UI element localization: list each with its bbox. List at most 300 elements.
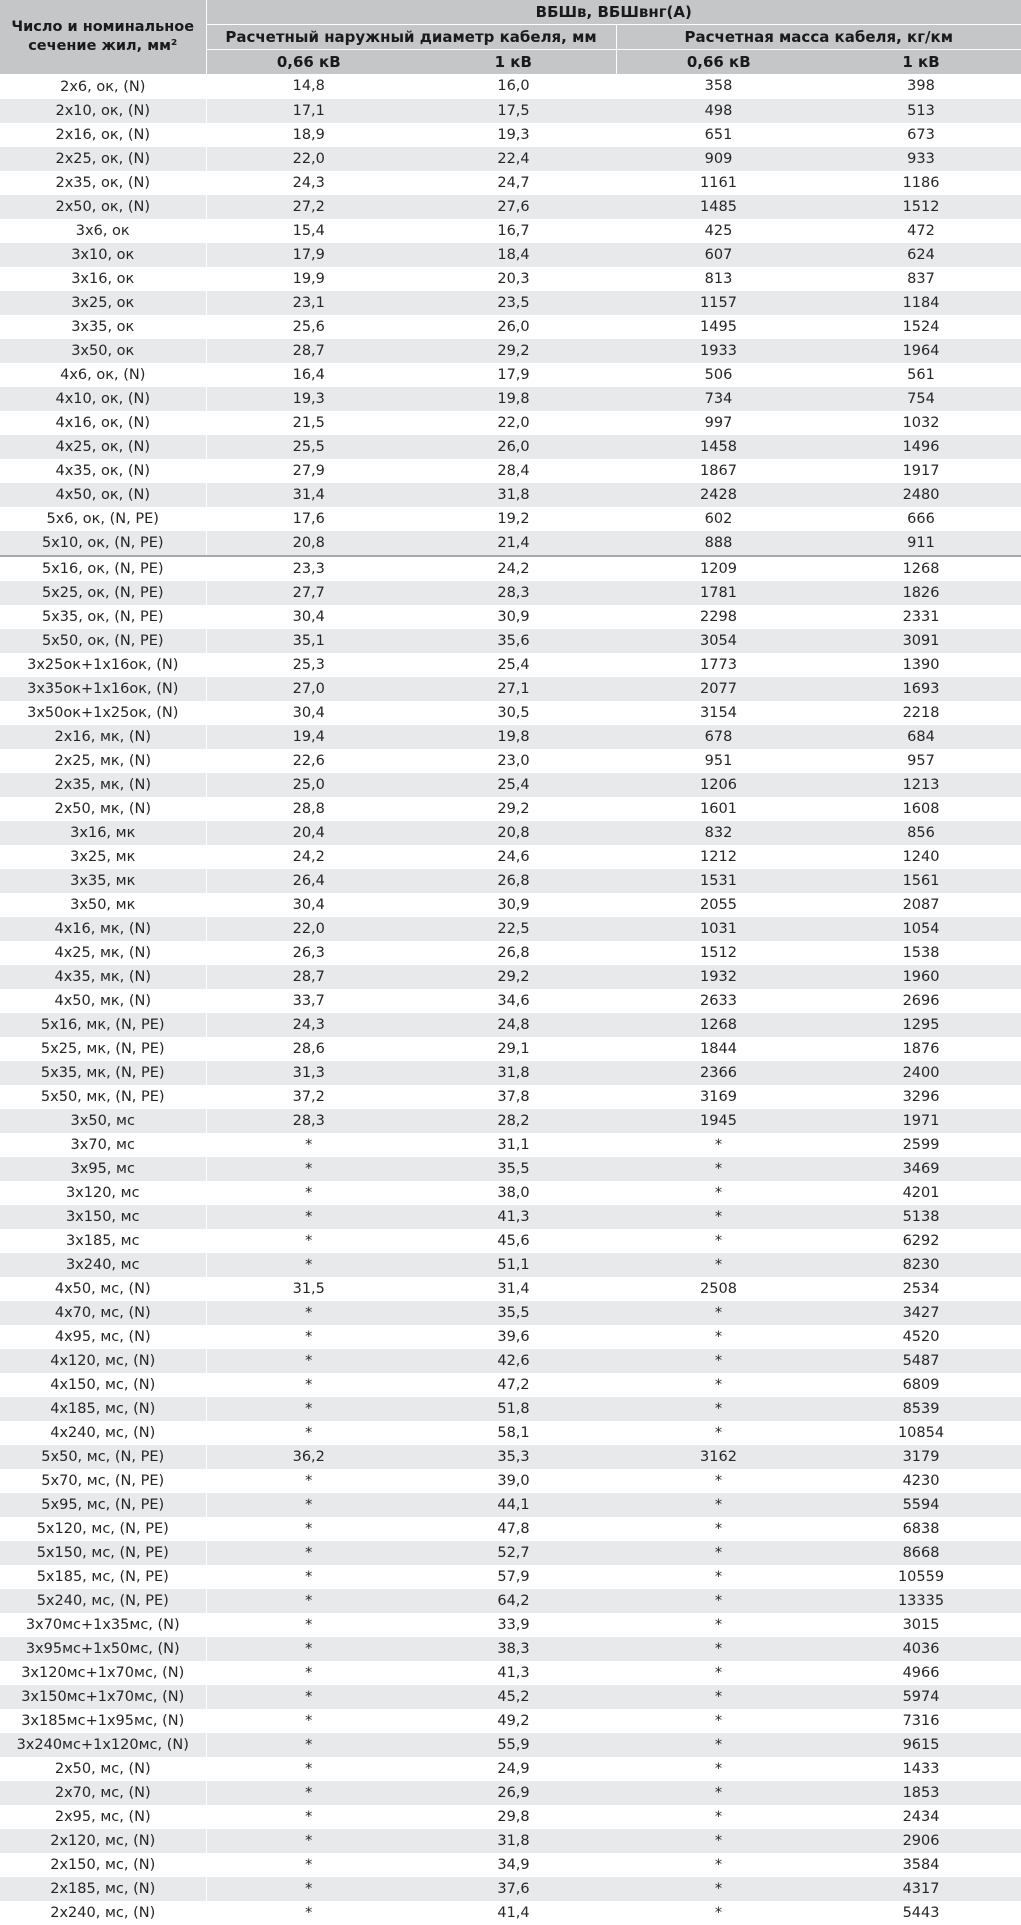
table-row [0,1181,1021,1205]
diameter-066-cell: * [206,1301,411,1325]
mass-1-cell: 1512 [821,195,1021,219]
table-row [0,1013,1021,1037]
diameter-066-cell: 31,5 [206,1277,411,1301]
table-row [0,1325,1021,1349]
diameter-066-cell: * [206,1541,411,1565]
mass-066-cell: 425 [616,219,821,243]
diameter-066-cell: 31,3 [206,1061,411,1085]
cable-type-cell: 2x25, мк, (N) [0,749,206,773]
mass-1-cell: 3296 [821,1085,1021,1109]
mass-066-cell: 1933 [616,339,821,363]
mass-1-cell: 1538 [821,941,1021,965]
mass-066-cell: 1531 [616,869,821,893]
mass-1-cell: 1268 [821,556,1021,581]
diameter-1-cell: 57,9 [411,1565,616,1589]
mass-066-cell: 358 [616,74,821,99]
cable-type-cell: 4x10, ок, (N) [0,387,206,411]
cable-type-cell: 3x25ок+1x16ок, (N) [0,653,206,677]
table-row [0,147,1021,171]
diameter-066-cell: 25,0 [206,773,411,797]
diameter-066-cell: 22,0 [206,917,411,941]
table-row [0,1349,1021,1373]
diameter-066-cell: 24,2 [206,845,411,869]
mass-1-cell: 2087 [821,893,1021,917]
mass-1-cell: 513 [821,99,1021,123]
cable-type-cell: 4x95, мс, (N) [0,1325,206,1349]
mass-1-cell: 1960 [821,965,1021,989]
cable-type-cell: 3x240, мс [0,1253,206,1277]
diameter-1-cell: 38,3 [411,1637,616,1661]
table-row [0,1229,1021,1253]
mass-1-cell: 1240 [821,845,1021,869]
mass-066-cell: 2298 [616,605,821,629]
mass-066-cell: * [616,1637,821,1661]
cable-type-cell: 3x6, ок [0,219,206,243]
diameter-1-cell: 19,2 [411,507,616,531]
diameter-1-cell: 26,8 [411,941,616,965]
table-row [0,171,1021,195]
cable-type-cell: 2x50, мк, (N) [0,797,206,821]
voltage-header-mass-066: 0,66 кВ [616,50,821,75]
table-row [0,291,1021,315]
mass-066-cell: 832 [616,821,821,845]
mass-1-cell: 6292 [821,1229,1021,1253]
mass-066-cell: * [616,1805,821,1829]
mass-066-cell: 3054 [616,629,821,653]
mass-066-cell: * [616,1901,821,1925]
mass-1-cell: 957 [821,749,1021,773]
mass-066-cell: * [616,1685,821,1709]
cable-type-cell: 5x50, мк, (N, PE) [0,1085,206,1109]
cable-type-cell: 2x25, ок, (N) [0,147,206,171]
mass-066-cell: 909 [616,147,821,171]
diameter-1-cell: 35,5 [411,1301,616,1325]
cable-type-cell: 5x50, мс, (N, PE) [0,1445,206,1469]
table-row [0,797,1021,821]
diameter-1-cell: 21,4 [411,531,616,556]
mass-1-cell: 837 [821,267,1021,291]
diameter-066-cell: * [206,1421,411,1445]
diameter-066-cell: 30,4 [206,701,411,725]
mass-066-cell: 2633 [616,989,821,1013]
table-row [0,1589,1021,1613]
diameter-066-cell: 22,6 [206,749,411,773]
cable-type-cell: 2x10, ок, (N) [0,99,206,123]
diameter-066-cell: 23,3 [206,556,411,581]
diameter-066-cell: 20,8 [206,531,411,556]
diameter-066-cell: * [206,1589,411,1613]
mass-066-cell: 1458 [616,435,821,459]
table-row [0,315,1021,339]
diameter-1-cell: 30,5 [411,701,616,725]
diameter-1-cell: 22,4 [411,147,616,171]
diameter-066-cell: 17,9 [206,243,411,267]
mass-066-cell: * [616,1517,821,1541]
mass-066-cell: 1773 [616,653,821,677]
mass-1-cell: 4317 [821,1877,1021,1901]
diameter-066-cell: 26,3 [206,941,411,965]
mass-066-cell: 498 [616,99,821,123]
mass-066-cell: 3169 [616,1085,821,1109]
mass-066-cell: * [616,1781,821,1805]
mass-1-cell: 2906 [821,1829,1021,1853]
diameter-066-cell: 27,2 [206,195,411,219]
mass-1-cell: 4520 [821,1325,1021,1349]
mass-066-cell: 1495 [616,315,821,339]
diameter-066-cell: 17,1 [206,99,411,123]
cable-type-cell: 3x50, ок [0,339,206,363]
mass-1-cell: 5138 [821,1205,1021,1229]
cable-type-cell: 5x25, мк, (N, PE) [0,1037,206,1061]
diameter-066-cell: * [206,1493,411,1517]
diameter-1-cell: 34,9 [411,1853,616,1877]
mass-1-cell: 3584 [821,1853,1021,1877]
diameter-1-cell: 19,3 [411,123,616,147]
mass-066-cell: * [616,1253,821,1277]
group-header-diameter: Расчетный наружный диаметр кабеля, мм [206,25,616,50]
mass-066-cell: 1932 [616,965,821,989]
diameter-1-cell: 16,7 [411,219,616,243]
mass-1-cell: 624 [821,243,1021,267]
diameter-066-cell: 28,6 [206,1037,411,1061]
mass-1-cell: 6838 [821,1517,1021,1541]
diameter-1-cell: 29,1 [411,1037,616,1061]
table-row [0,821,1021,845]
table-row [0,483,1021,507]
cable-type-cell: 5x16, мк, (N, PE) [0,1013,206,1037]
cable-type-cell: 5x25, ок, (N, PE) [0,581,206,605]
diameter-1-cell: 24,8 [411,1013,616,1037]
group-header-mass: Расчетная масса кабеля, кг/км [616,25,1021,50]
mass-066-cell: * [616,1205,821,1229]
diameter-1-cell: 51,8 [411,1397,616,1421]
diameter-066-cell: * [206,1781,411,1805]
cable-type-cell: 4x6, ок, (N) [0,363,206,387]
table-row [0,531,1021,556]
mass-1-cell: 1524 [821,315,1021,339]
diameter-1-cell: 29,2 [411,797,616,821]
cable-type-cell: 5x95, мс, (N, PE) [0,1493,206,1517]
mass-066-cell: * [616,1709,821,1733]
mass-1-cell: 1876 [821,1037,1021,1061]
diameter-066-cell: 22,0 [206,147,411,171]
mass-066-cell: * [616,1301,821,1325]
diameter-066-cell: * [206,1181,411,1205]
diameter-066-cell: 28,7 [206,965,411,989]
mass-1-cell: 1826 [821,581,1021,605]
mass-1-cell: 10854 [821,1421,1021,1445]
diameter-066-cell: 27,7 [206,581,411,605]
mass-1-cell: 8230 [821,1253,1021,1277]
diameter-1-cell: 31,8 [411,1829,616,1853]
diameter-066-cell: * [206,1325,411,1349]
diameter-1-cell: 47,8 [411,1517,616,1541]
cable-type-cell: 3x50, мс [0,1109,206,1133]
mass-066-cell: * [616,1853,821,1877]
table-row [0,459,1021,483]
table-row [0,1565,1021,1589]
table-row [0,74,1021,99]
table-row [0,267,1021,291]
diameter-1-cell: 28,4 [411,459,616,483]
mass-1-cell: 5443 [821,1901,1021,1925]
mass-1-cell: 9615 [821,1733,1021,1757]
cable-type-cell: 2x35, ок, (N) [0,171,206,195]
mass-066-cell: 3162 [616,1445,821,1469]
diameter-1-cell: 41,3 [411,1661,616,1685]
table-row [0,1613,1021,1637]
diameter-1-cell: 29,8 [411,1805,616,1829]
mass-066-cell: 951 [616,749,821,773]
mass-066-cell: * [616,1733,821,1757]
table-row [0,1757,1021,1781]
cable-type-cell: 4x120, мс, (N) [0,1349,206,1373]
diameter-1-cell: 27,1 [411,677,616,701]
mass-066-cell: 1206 [616,773,821,797]
table-row [0,1133,1021,1157]
mass-1-cell: 2599 [821,1133,1021,1157]
diameter-066-cell: 24,3 [206,1013,411,1037]
cable-type-cell: 3x10, ок [0,243,206,267]
mass-066-cell: * [616,1829,821,1853]
mass-066-cell: 1512 [616,941,821,965]
diameter-1-cell: 31,4 [411,1277,616,1301]
cable-type-cell: 3x35, ок [0,315,206,339]
diameter-066-cell: * [206,1685,411,1709]
table-row [0,1853,1021,1877]
diameter-1-cell: 28,2 [411,1109,616,1133]
table-row [0,1373,1021,1397]
diameter-1-cell: 23,0 [411,749,616,773]
mass-066-cell: * [616,1877,821,1901]
cable-type-cell: 3x120, мс [0,1181,206,1205]
diameter-1-cell: 31,1 [411,1133,616,1157]
cable-type-cell: 2x120, мс, (N) [0,1829,206,1853]
diameter-066-cell: 25,5 [206,435,411,459]
mass-066-cell: 1867 [616,459,821,483]
mass-066-cell: 2508 [616,1277,821,1301]
table-row [0,605,1021,629]
cable-type-cell: 2x16, ок, (N) [0,123,206,147]
diameter-1-cell: 38,0 [411,1181,616,1205]
table-row [0,1469,1021,1493]
diameter-066-cell: 24,3 [206,171,411,195]
mass-1-cell: 1390 [821,653,1021,677]
mass-1-cell: 1054 [821,917,1021,941]
mass-066-cell: * [616,1397,821,1421]
diameter-066-cell: 17,6 [206,507,411,531]
cable-type-cell: 3x95, мс [0,1157,206,1181]
table-row [0,965,1021,989]
mass-1-cell: 398 [821,74,1021,99]
table-row [0,701,1021,725]
diameter-1-cell: 47,2 [411,1373,616,1397]
mass-066-cell: 888 [616,531,821,556]
table-row [0,1733,1021,1757]
diameter-066-cell: * [206,1157,411,1181]
diameter-1-cell: 37,6 [411,1877,616,1901]
mass-1-cell: 10559 [821,1565,1021,1589]
mass-1-cell: 1433 [821,1757,1021,1781]
mass-1-cell: 1184 [821,291,1021,315]
diameter-1-cell: 26,9 [411,1781,616,1805]
table-row [0,1661,1021,1685]
mass-066-cell: * [616,1493,821,1517]
diameter-1-cell: 19,8 [411,387,616,411]
mass-066-cell: 506 [616,363,821,387]
diameter-066-cell: * [206,1469,411,1493]
mass-1-cell: 1496 [821,435,1021,459]
diameter-066-cell: 26,4 [206,869,411,893]
diameter-1-cell: 16,0 [411,74,616,99]
cable-type-cell: 3x25, ок [0,291,206,315]
table-row [0,1205,1021,1229]
cable-type-cell: 4x16, мк, (N) [0,917,206,941]
diameter-066-cell: 28,3 [206,1109,411,1133]
mass-1-cell: 3179 [821,1445,1021,1469]
table-row [0,387,1021,411]
diameter-066-cell: 28,8 [206,797,411,821]
mass-066-cell: 2077 [616,677,821,701]
diameter-1-cell: 35,6 [411,629,616,653]
cable-type-cell: 5x240, мс, (N, PE) [0,1589,206,1613]
diameter-066-cell: * [206,1661,411,1685]
cable-type-cell: 5x120, мс, (N, PE) [0,1517,206,1541]
diameter-066-cell: 31,4 [206,483,411,507]
mass-066-cell: 1844 [616,1037,821,1061]
table-row [0,941,1021,965]
cable-type-cell: 3x120мс+1x70мс, (N) [0,1661,206,1685]
mass-1-cell: 2218 [821,701,1021,725]
diameter-1-cell: 18,4 [411,243,616,267]
diameter-066-cell: 20,4 [206,821,411,845]
table-row [0,1517,1021,1541]
cable-type-cell: 5x70, мс, (N, PE) [0,1469,206,1493]
cable-type-cell: 4x70, мс, (N) [0,1301,206,1325]
cable-type-cell: 4x16, ок, (N) [0,411,206,435]
cable-type-cell: 5x6, ок, (N, PE) [0,507,206,531]
mass-1-cell: 7316 [821,1709,1021,1733]
table-row [0,1061,1021,1085]
table-row [0,1709,1021,1733]
mass-1-cell: 1693 [821,677,1021,701]
mass-1-cell: 2400 [821,1061,1021,1085]
diameter-1-cell: 31,8 [411,483,616,507]
mass-066-cell: 1485 [616,195,821,219]
diameter-066-cell: * [206,1613,411,1637]
mass-066-cell: 651 [616,123,821,147]
diameter-066-cell: * [206,1709,411,1733]
mass-066-cell: * [616,1157,821,1181]
diameter-1-cell: 23,5 [411,291,616,315]
mass-1-cell: 2434 [821,1805,1021,1829]
cable-type-cell: 5x10, ок, (N, PE) [0,531,206,556]
cable-type-cell: 3x95мс+1x50мс, (N) [0,1637,206,1661]
mass-1-cell: 684 [821,725,1021,749]
diameter-066-cell: 27,0 [206,677,411,701]
mass-066-cell: 1161 [616,171,821,195]
diameter-1-cell: 24,7 [411,171,616,195]
mass-066-cell: 1601 [616,797,821,821]
diameter-1-cell: 26,8 [411,869,616,893]
cable-type-cell: 2x150, мс, (N) [0,1853,206,1877]
mass-1-cell: 911 [821,531,1021,556]
diameter-1-cell: 17,5 [411,99,616,123]
diameter-066-cell: 25,3 [206,653,411,677]
mass-066-cell: * [616,1181,821,1205]
table-row [0,869,1021,893]
mass-066-cell: 1268 [616,1013,821,1037]
cable-type-cell: 2x95, мс, (N) [0,1805,206,1829]
table-row [0,1541,1021,1565]
cable-type-cell: 4x185, мс, (N) [0,1397,206,1421]
diameter-066-cell: * [206,1229,411,1253]
mass-1-cell: 4966 [821,1661,1021,1685]
diameter-066-cell: * [206,1805,411,1829]
mass-066-cell: 3154 [616,701,821,725]
mass-066-cell: 2055 [616,893,821,917]
cable-type-cell: 4x50, ок, (N) [0,483,206,507]
diameter-1-cell: 64,2 [411,1589,616,1613]
table-row [0,243,1021,267]
mass-066-cell: * [616,1133,821,1157]
cable-type-cell: 3x70мс+1x35мс, (N) [0,1613,206,1637]
mass-1-cell: 4036 [821,1637,1021,1661]
diameter-1-cell: 26,0 [411,435,616,459]
table-row [0,1109,1021,1133]
mass-1-cell: 3469 [821,1157,1021,1181]
diameter-066-cell: * [206,1397,411,1421]
cable-type-cell: 2x35, мк, (N) [0,773,206,797]
mass-1-cell: 1853 [821,1781,1021,1805]
mass-1-cell: 5974 [821,1685,1021,1709]
mass-066-cell: 678 [616,725,821,749]
diameter-1-cell: 44,1 [411,1493,616,1517]
mass-066-cell: 1945 [616,1109,821,1133]
diameter-1-cell: 45,6 [411,1229,616,1253]
mass-1-cell: 1186 [821,171,1021,195]
diameter-066-cell: * [206,1733,411,1757]
cable-type-cell: 5x16, ок, (N, PE) [0,556,206,581]
cable-type-cell: 3x16, мк [0,821,206,845]
mass-1-cell: 1971 [821,1109,1021,1133]
mass-1-cell: 1213 [821,773,1021,797]
table-row [0,1493,1021,1517]
diameter-1-cell: 22,5 [411,917,616,941]
table-row [0,339,1021,363]
diameter-1-cell: 24,6 [411,845,616,869]
diameter-066-cell: * [206,1253,411,1277]
cable-type-cell: 4x25, ок, (N) [0,435,206,459]
table-row [0,1085,1021,1109]
diameter-066-cell: 35,1 [206,629,411,653]
mass-066-cell: 607 [616,243,821,267]
diameter-1-cell: 24,2 [411,556,616,581]
table-row [0,893,1021,917]
mass-1-cell: 1608 [821,797,1021,821]
diameter-066-cell: 27,9 [206,459,411,483]
mass-1-cell: 2480 [821,483,1021,507]
diameter-066-cell: * [206,1565,411,1589]
mass-066-cell: * [616,1661,821,1685]
voltage-header-diameter-066: 0,66 кВ [206,50,411,75]
table-row [0,556,1021,581]
mass-066-cell: * [616,1541,821,1565]
mass-1-cell: 1295 [821,1013,1021,1037]
table-row [0,989,1021,1013]
table-row [0,219,1021,243]
table-row [0,725,1021,749]
